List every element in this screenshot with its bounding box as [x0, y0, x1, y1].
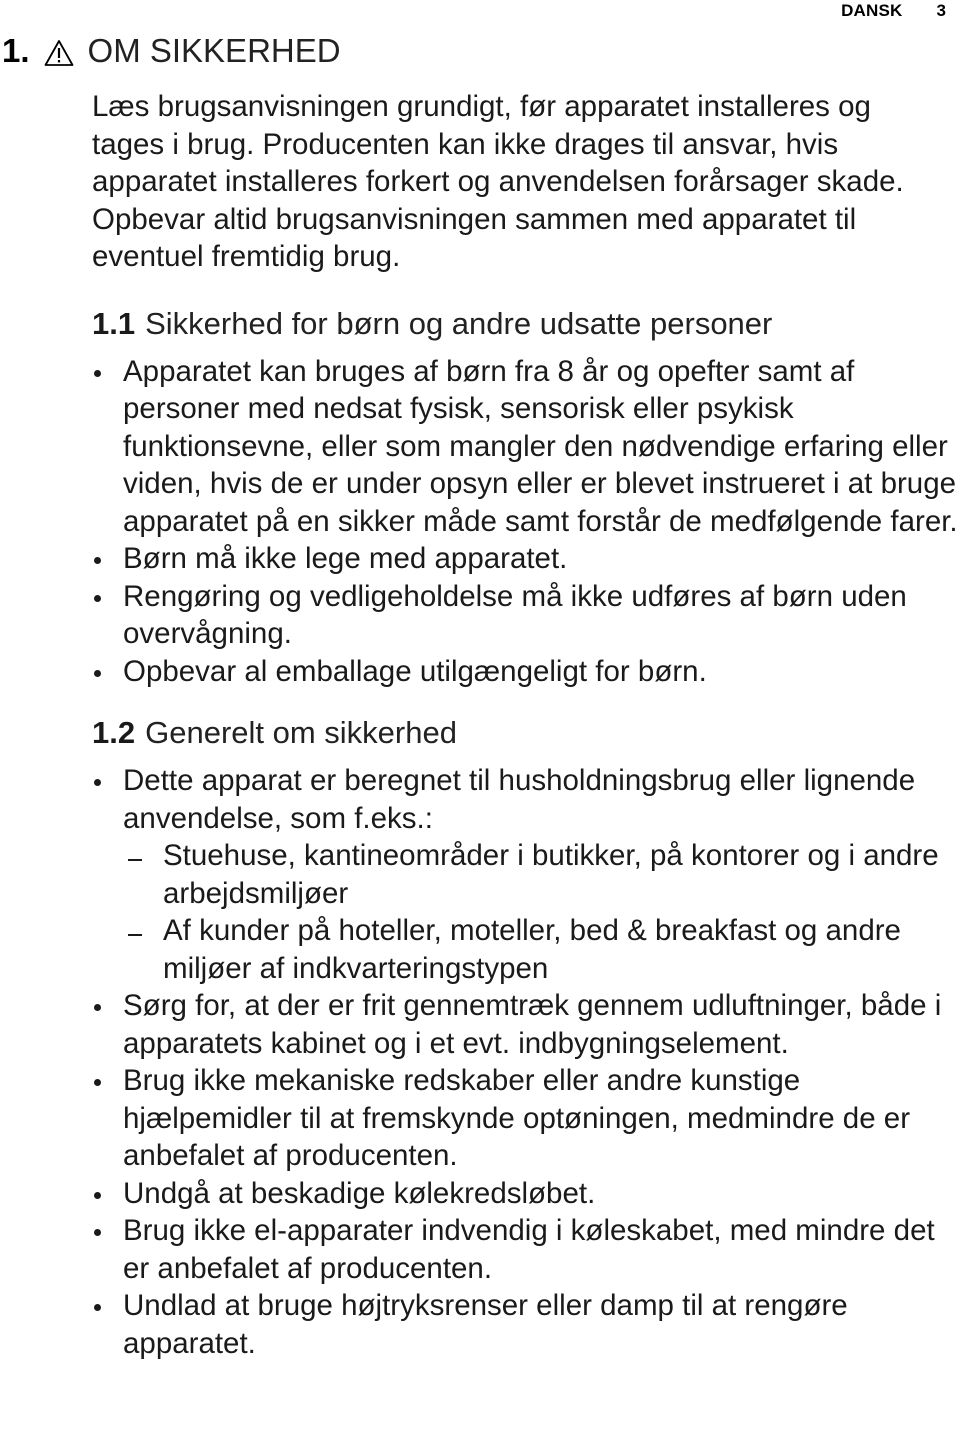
bullet-list [92, 762, 958, 1362]
section-heading [2, 32, 341, 70]
page-number: 3 [936, 1, 946, 20]
document-body [92, 88, 958, 1362]
language-label: DANSK [841, 1, 903, 20]
list-item: Undlad at bruge højtryksrenser eller damp til at rengøre apparatet. [92, 1287, 958, 1362]
dash-list-item: Stuehuse, kantineområder i butikker, på kontorer og i andre arbejdsmiljøer [123, 837, 958, 912]
subsection-number: 1.2 [92, 715, 136, 750]
bullet-list [92, 353, 958, 691]
list-item: Sørg for, at der er frit gennemtræk gennem udluftninger, både i apparatets kabinet og i et evt. indbygningselement. [92, 987, 958, 1062]
dash-list [123, 837, 958, 987]
page-header [841, 0, 946, 22]
subsection-number: 1.1 [92, 305, 136, 341]
list-item [92, 762, 958, 987]
list-item: Apparatet kan bruges af børn fra 8 år og opefter samt af personer med nedsat fysisk, sensorisk eller psykisk funktionsevne, eller som mangler den nødvendige erfaring eller viden, hvis de er under opsyn eller er blevet instrueret i at bruge apparatet på en sikker måde samt forstår de medfølgende farer. [92, 353, 958, 541]
list-item: Undgå at beskadige kølekredsløbet. [92, 1175, 958, 1213]
list-item: Opbevar al emballage utilgængeligt for børn. [92, 653, 958, 691]
subsection-title: Generelt om sikkerhed [145, 715, 457, 750]
list-item: Brug ikke mekaniske redskaber eller andre kunstige hjælpemidler til at fremskynde optøningen, medmindre de er anbefalet af producenten. [92, 1062, 958, 1175]
dash-list-item: Af kunder på hoteller, moteller, bed & breakfast og andre miljøer af indkvarteringstypen [123, 912, 958, 987]
list-item: Børn må ikke lege med apparatet. [92, 540, 958, 578]
section-title: OM SIKKERHED [87, 32, 341, 69]
warning-triangle-icon [44, 37, 74, 65]
list-item-text: Dette apparat er beregnet til husholdningsbrug eller lignende anvendelse, som f.eks.: [123, 764, 916, 835]
section-number: 1. [2, 32, 30, 69]
subsection-heading [92, 713, 958, 753]
subsection-heading [92, 304, 958, 344]
list-item: Brug ikke el-apparater indvendig i køleskabet, med mindre det er anbefalet af producenten. [92, 1212, 958, 1287]
intro-paragraph: Læs brugsanvisningen grundigt, før apparatet installeres og tages i brug. Producenten kan ikke drages til ansvar, hvis apparatet installeres forkert og anvendelsen forårsager skade. Opbevar altid brugsanvisningen sammen med apparatet til eventuel fremtidig brug. [92, 90, 904, 273]
list-item: Rengøring og vedligeholdelse må ikke udføres af børn uden overvågning. [92, 578, 958, 653]
subsection-title: Sikkerhed for børn og andre udsatte personer [145, 305, 773, 341]
